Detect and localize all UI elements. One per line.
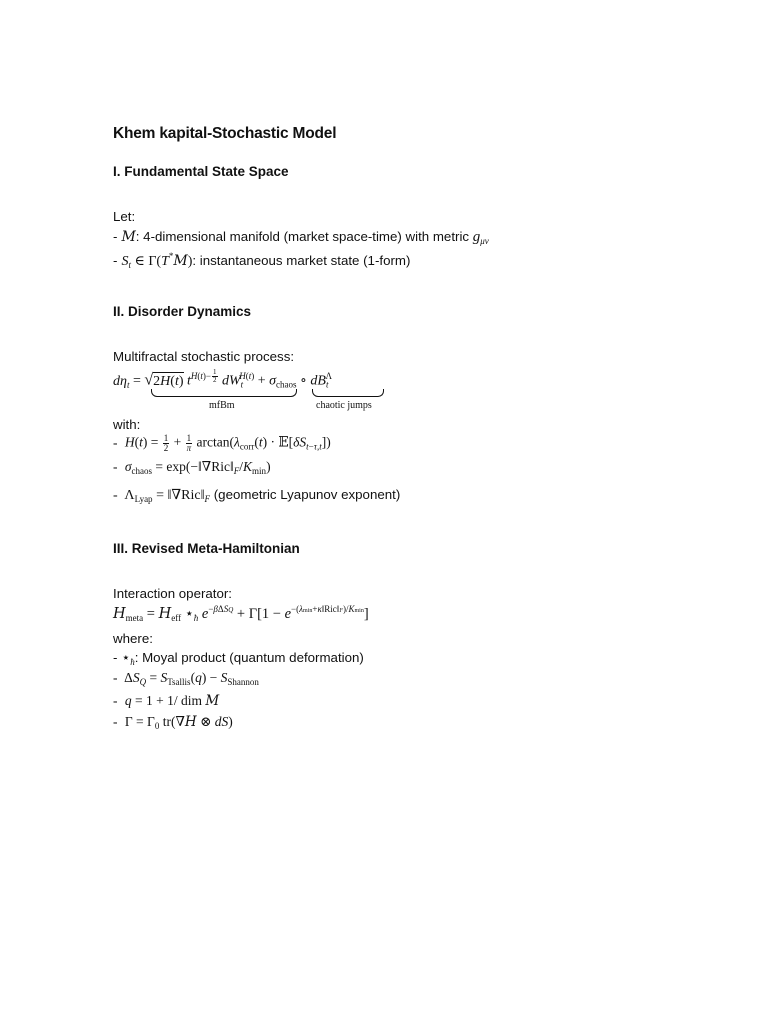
moyal-item: - $⋆_ħ$: Moyal product (quantum deformation) <box>113 650 364 667</box>
section-1-heading: I. Fundamental State Space <box>113 164 289 179</box>
manifold-description: : 4-dimensional manifold (market space-time) with metric <box>135 229 470 244</box>
state-description: : instantaneous market state (1-form) <box>192 253 411 268</box>
q-equation: - q = 1 + 1/ dim M <box>113 693 220 709</box>
section-2-heading: II. Disorder Dynamics <box>113 304 252 319</box>
hurst-equation: - H(t) = $\frac{1}{2}$ + $\frac{1}{\pi}$ $\arctan(\lambda_{corr}(t)$ · $𝔼[\delta S_{t-\tau,t}]$) <box>113 433 331 453</box>
section-1-item-state: - $S_t$ ∈ Γ(T*M): instantaneous market state (1-form) <box>113 251 411 270</box>
lyapunov-item: - $\Lambda_{Lyap}$ = $‖\nabla Ric‖_F$ (geometric Lyapunov exponent) <box>113 487 401 504</box>
section-1-item-manifold: - M: 4-dimensional manifold (market space-time) with metric $g_{\mu\nu}$ <box>113 229 489 246</box>
chaotic-jumps-label: chaotic jumps <box>316 400 372 411</box>
section-3-where: where: <box>113 631 153 646</box>
sigma-chaos-equation: - $\sigma_{chaos}$ = $\exp(-‖\nabla Ric‖_F/K_{min})$ <box>113 459 271 476</box>
meta-hamiltonian-equation: $H_{meta} = H_{eff}$ $⋆_ħ$ $e^{-\beta\Delta SQ} + \Gamma[1 - e^{-(\lambda min+\kappa‖Ric‖F)/Kmin}]$ <box>113 604 369 623</box>
lyapunov-description: (geometric Lyapunov exponent) <box>213 487 401 502</box>
section-2-with: with: <box>113 417 141 432</box>
mfbm-label: mfBm <box>209 400 235 411</box>
section-1-intro: Let: <box>113 209 136 224</box>
document-title: Khem kapital-Stochastic Model <box>113 125 337 142</box>
section-3-intro: Interaction operator: <box>113 586 233 601</box>
chaotic-jumps-underbrace <box>312 389 384 397</box>
section-3-heading: III. Revised Meta-Hamiltonian <box>113 541 300 556</box>
gamma-equation: - $\Gamma = \Gamma_0$ tr(∇H ⊗ dS) <box>113 714 233 731</box>
mfbm-underbrace <box>151 389 297 397</box>
delta-s-equation: - $\Delta S_Q = S_{Tsallis}(q) - S_{Shannon}$ <box>113 670 259 687</box>
stochastic-process-equation: $d\eta_t = √2H(t)$ $t^{H(t)- \frac{1}{2}}$ $dW_t^{H(t)} + \sigma_{chaos}$ ∘ $dB_t^\Lambda$ <box>113 368 332 390</box>
moyal-description: : Moyal product (quantum deformation) <box>134 650 364 665</box>
section-2-intro: Multifractal stochastic process: <box>113 349 295 364</box>
